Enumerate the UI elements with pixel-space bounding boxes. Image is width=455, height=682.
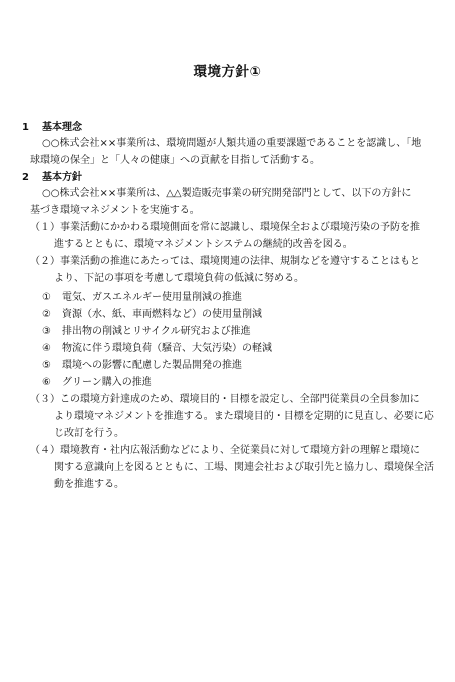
subitem-4 (42, 343, 272, 355)
section-1-number: 1 (22, 122, 29, 133)
subitem-mark: ④ (42, 343, 51, 354)
subitem-mark: ② (42, 309, 51, 320)
subitem-text: 環境への影響に配慮した製品開発の推進 (62, 360, 242, 371)
subitem-mark: ① (42, 292, 51, 303)
section-2-number: 2 (22, 172, 29, 183)
page-title: 環境方針① (193, 64, 262, 80)
subitem-mark: ③ (42, 326, 51, 337)
section-1-heading (22, 122, 82, 134)
item-2-line-1: （２）事業活動の推進にあたっては、環境関連の法律、規制などを遵守することはもと (30, 256, 420, 267)
subitem-2 (42, 309, 262, 321)
item-4-line-1: （４）環境教育・社内広報活動などにより、全従業員に対して環境方針の理解と環境に (30, 445, 420, 456)
section-1-title: 基本理念 (42, 122, 82, 133)
item-3-line-3: じ改訂を行う。 (54, 428, 124, 439)
subitem-text: 物流に伴う環境負荷（騒音、大気汚染）の軽減 (62, 343, 272, 354)
section-2-title: 基本方針 (42, 172, 82, 183)
subitem-5 (42, 360, 242, 372)
subitem-mark: ⑤ (42, 360, 51, 371)
subitem-1 (42, 292, 242, 304)
item-3-line-2: より環境マネジメントを推進する。また環境目的・目標を定期的に見直し、必要に応 (54, 411, 434, 422)
section-1-line-2: 球環境の保全」と「人々の健康」への貢献を目指して活動する。 (30, 155, 320, 166)
item-1-line-2: 進するとともに、環境マネジメントシステムの継続的改善を図る。 (54, 239, 353, 250)
item-3-line-1: （３）この環境方針達成のため、環境目的・目標を設定し、全部門従業員の全員参加に (30, 394, 420, 405)
subitem-text: グリーン購入の推進 (62, 377, 152, 388)
section-2-intro-line-1: ○○株式会社××事業所は、△△製造販売事業の研究開発部門として、以下の方針に (42, 188, 412, 199)
item-1-line-1: （１）事業活動にかかわる環境側面を常に認識し、環境保全および環境汚染の予防を推 (30, 222, 420, 233)
section-2-intro-line-2: 基づき環境マネジメントを実施する。 (30, 205, 200, 216)
subitem-text: 資源（水、紙、車両燃料など）の使用量削減 (62, 309, 262, 320)
subitem-mark: ⑥ (42, 377, 51, 388)
subitem-6 (42, 377, 152, 389)
section-1-line-1: ○○株式会社××事業所は、環境問題が人類共通の重要課題であることを認識し、「地 (42, 138, 422, 149)
subitem-text: 電気、ガスエネルギー使用量削減の推進 (62, 292, 242, 303)
subitem-3 (42, 326, 251, 338)
section-2-heading (22, 172, 82, 184)
item-2-line-2: より、下記の事項を考慮して環境負荷の低減に努める。 (54, 273, 304, 284)
item-4-line-3: 動を推進する。 (54, 479, 124, 490)
subitem-text: 排出物の削減とリサイクル研究および推進 (62, 326, 251, 337)
item-4-line-2: 関する意識向上を図るとともに、工場、関連会社および取引先と協力し、環境保全活 (54, 462, 434, 473)
